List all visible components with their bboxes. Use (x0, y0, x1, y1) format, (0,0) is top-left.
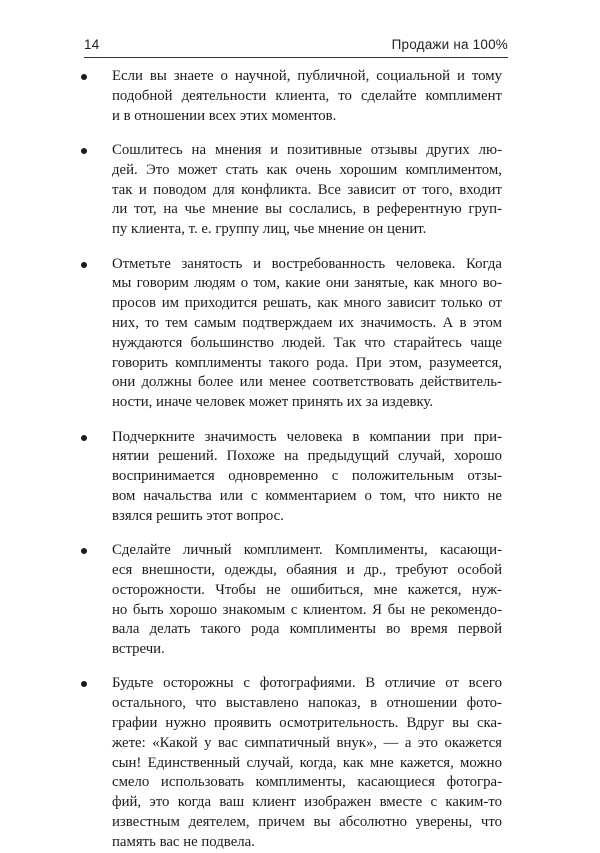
text-line: они должны более или менее соответствовать действитель- (112, 374, 502, 391)
text-line: дей. Это может стать как очень хорошим комплиментом, (112, 161, 502, 178)
text-line: память вас не подвела. (112, 833, 255, 850)
text-line: осторожности. Чтобы не ошибиться, мне кажется, нуж- (112, 581, 502, 598)
running-header (84, 30, 508, 52)
text-line: нуждаются большинство людей. Так что старайтесь чаще (112, 334, 502, 351)
text-line: говорить комплименты такого рода. При этом, разумеется, (112, 354, 502, 371)
text-line: ности, иначе человек может принять их за издевку. (112, 394, 434, 411)
bullet-item (112, 141, 502, 240)
text-line: Сделайте личный комплимент. Комплименты, касающи- (112, 542, 502, 559)
text-line: взялся решить этот вопрос. (112, 507, 284, 524)
bullet-item (112, 541, 502, 660)
text-line: графии нужно проявить осмотрительность. Вдруг вы ска- (112, 715, 502, 732)
book-title: Продажи на 100% (391, 37, 508, 52)
bullet-item (112, 428, 502, 527)
text-line: Если вы знаете о научной, публичной, социальной и тому (112, 68, 502, 84)
bullet-dot-icon (81, 681, 87, 687)
text-line: вала делать такого рода комплименты во время первой (112, 621, 502, 638)
page-body (112, 67, 502, 853)
header-rule (84, 57, 508, 58)
text-line: ли тот, на чье мнение вы сослались, в референтную груп- (112, 201, 502, 218)
text-line: сын! Единственный случай, когда, как мне кажется, можно (112, 754, 502, 771)
text-line: подобной деятельности клиента, то сделайте комплимент (112, 87, 502, 104)
bullet-dot-icon (81, 148, 87, 154)
text-line: вом начальства или с комментарием о том, что никто не (112, 487, 502, 504)
text-line: встречи. (112, 641, 165, 658)
bullet-dot-icon (81, 548, 87, 554)
text-line: Будьте осторожны с фотографиями. В отличие от всего (112, 675, 502, 692)
text-line: мы говорим людям о том, какие они занятые, как много во- (112, 275, 502, 292)
bullet-dot-icon (81, 435, 87, 441)
text-line: остального, что выставлено напоказ, в отношении фото- (112, 695, 502, 712)
text-line: них, то тем самым подтверждаем их значимость. А в этом (112, 314, 502, 331)
bullet-dot-icon (81, 74, 87, 80)
bullet-dot-icon (81, 262, 87, 268)
text-line: пу клиента, т. е. группу лиц, чье мнение он ценит. (112, 221, 427, 238)
text-line: так и поводом для конфликта. Все зависит от того, входит (112, 181, 502, 198)
text-line: но быть хорошо знакомым с клиентом. Я бы не рекомендо- (112, 601, 502, 618)
text-line: еся внешности, одежды, обаяния и др., требуют особой (112, 561, 502, 578)
text-line: фий, это когда ваш клиент изображен вместе с каким-то (112, 794, 502, 811)
text-line: воспринимается одновременно с положительным отзы- (112, 468, 502, 485)
bullet-item (112, 674, 502, 852)
bullet-item (112, 67, 502, 126)
text-line: смело использовать комплименты, касающиеся фотогра- (112, 774, 502, 791)
text-line: просов им приходится решать, как много зависит только от (112, 295, 502, 312)
text-line: и в отношении всех этих моментов. (112, 107, 337, 124)
text-line: Отметьте занятость и востребованность человека. Когда (112, 255, 502, 272)
page-number: 14 (84, 37, 100, 52)
text-line: жете: «Какой у вас симпатичный внук», — а это окажется (112, 734, 502, 751)
text-line: нятии решений. Похоже на предыдущий случай, хорошо (112, 448, 502, 465)
text-line: Подчеркните значимость человека в компании при при- (112, 428, 502, 445)
text-line: Сошлитесь на мнения и позитивные отзывы других лю- (112, 141, 502, 158)
bullet-item (112, 255, 502, 413)
text-line: известным деятелем, причем вы абсолютно уверены, что (112, 814, 502, 831)
